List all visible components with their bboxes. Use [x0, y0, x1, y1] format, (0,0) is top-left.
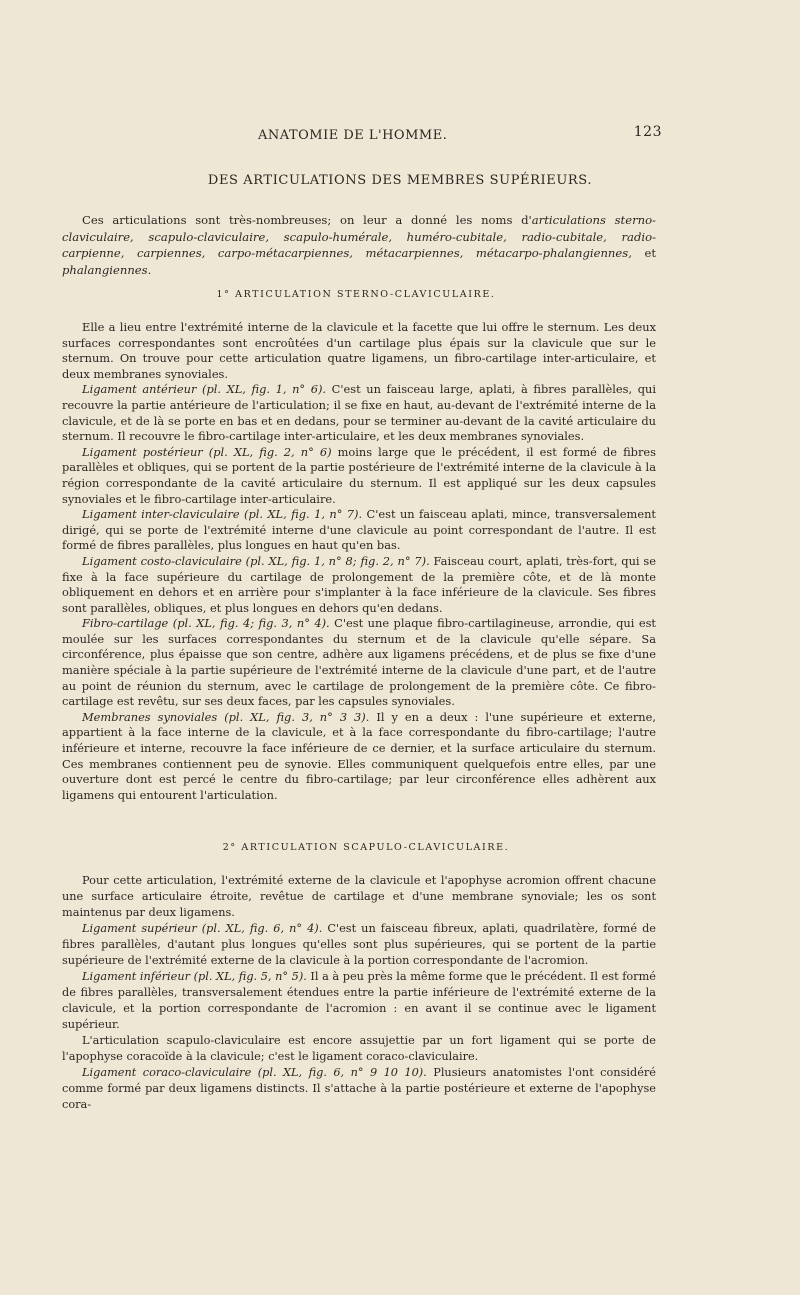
term: Ligament costo-claviculaire (pl. XL, fig. 1, n° 8; fig. 2, n° 7). [82, 553, 430, 568]
paragraph [62, 710, 656, 804]
paragraph [62, 382, 656, 444]
intro-last: phalangiennes. [62, 262, 152, 277]
chapter-title: DES ARTICULATIONS DES MEMBRES SUPÉRIEURS. [207, 173, 593, 188]
paragraph: L'articulation scapulo-claviculaire est encore assujettie par un fort ligament qui se porte de l'apophyse coracoïde à la clavicule; c'est le ligament coraco-claviculaire. [62, 1034, 656, 1063]
term: Fibro-cartilage (pl. XL, fig. 4; fig. 3, n° 4). [82, 616, 330, 631]
intro-and: et [631, 246, 656, 260]
running-title: ANATOMIE DE L'HOMME. [258, 128, 448, 143]
section2-body [62, 873, 656, 1113]
term: Ligament antérieur (pl. XL, fig. 1, n° 6). [82, 382, 327, 397]
paragraph-text: moins large que le précédent, il est formé de fibres parallèles et obliques, qui se portent de la partie postérieure de l'extrémité interne de la clavicule à la région correspondante de la cavité articulaire du sternum. Il est appliqué sur les deux capsules synoviales et le fibro-cartilage inter-articulaire. [62, 444, 656, 506]
page-number: 123 [633, 124, 662, 140]
paragraph-text: Plusieurs anatomistes l'ont considéré comme formé par deux ligamens distincts. Il s'attache à la partie postérieure et externe de l'apophyse cora- [62, 1066, 656, 1111]
paragraph: Pour cette articulation, l'extrémité externe de la clavicule et l'apophyse acromion offrent chacune une surface articulaire étroite, revêtue de cartilage et d'une membrane synoviale; les os sont maintenus par deux ligamens. [62, 874, 656, 919]
paragraph [62, 969, 656, 1033]
intro-text: Ces articulations sont très-nombreuses; on leur a donné les noms d' [82, 213, 532, 227]
intro-names: articulations sterno-claviculaire, scapulo-claviculaire, scapulo-humérale, huméro-cubitale, radio-cubitale, radio-carpienne, carpiennes, carpo-métacarpiennes, métacarpiennes, métacarpo-phalangiennes, [62, 213, 656, 260]
section1-body [62, 320, 656, 803]
section-heading-scapulo-claviculaire: 2° ARTICULATION SCAPULO-CLAVICULAIRE. [222, 842, 510, 853]
paragraph [62, 445, 656, 507]
paragraph-text: C'est un faisceau aplati, mince, transversalement dirigé, qui se porte de l'extrémité interne d'une clavicule au point correspondant de l'autre. Il est formé de fibres parallèles, plus longues en haut qu'en bas. [62, 507, 656, 553]
paragraph-text: C'est une plaque fibro-cartilagineuse, arrondie, qui est moulée sur les surfaces correspondantes du sternum et de la clavicule qu'elle sépare. Sa circonférence, plus épaisse que son centre, adhère aux ligamens précédens, et de plus se fixe d'une manière spéciale à la partie supérieure de l'extrémité interne de la clavicule d'une part, et de l'autre au point de réunion du sternum, avec le cartilage de prolongement de la première côte. Ce fibro-cartilage est revêtu, sur ses deux faces, par les capsules synoviales. [62, 616, 656, 709]
paragraph: Elle a lieu entre l'extrémité interne de la clavicule et la facette que lui offre le sternum. Les deux surfaces correspondantes sont encroûtées d'un cartilage plus épais sur la clavicule que sur le sternum. On trouve pour cette articulation quatre ligamens, un fibro-cartilage inter-articulaire, et deux membranes synoviales. [62, 320, 656, 381]
paragraph [62, 616, 656, 710]
term: Membranes synoviales (pl. XL, fig. 3, n° 3 3). [82, 709, 370, 724]
paragraph [62, 507, 656, 554]
term: Ligament supérieur (pl. XL, fig. 6, n° 4). [82, 922, 323, 935]
paragraph-text: Il a à peu près la même forme que le précédent. Il est formé de fibres parallèles, transversalement étendues entre la partie inférieure de l'extrémité externe de la clavicule, et la portion correspondante de l'acromion : en avant il se continue avec le ligament supérieur. [62, 970, 656, 1031]
term: Ligament postérieur (pl. XL, fig. 2, n° 6) [82, 444, 332, 459]
term: Ligament coraco-claviculaire (pl. XL, fig. 6, n° 9 10 10). [82, 1066, 427, 1079]
paragraph [62, 554, 656, 616]
paragraph [62, 1065, 656, 1113]
term: Ligament inter-claviculaire (pl. XL, fig. 1, n° 7). [82, 507, 363, 522]
paragraph-text: Il y en a deux : l'une supérieure et externe, appartient à la face interne de la clavicule, et à la face correspondante du fibro-cartilage; l'autre inférieure et interne, recouvre la face inférieure de ce dernier, et la surface articulaire du sternum. Ces membranes contiennent peu de synovie. Elles communiquent quelquefois entre elles, par une ouverture dont est percé le centre du fibro-cartilage; par leur circonférence elles adhèrent aux ligamens qui entourent l'articulation. [62, 709, 656, 802]
paragraph-text: Faisceau court, aplati, très-fort, qui se fixe à la face supérieure du cartilage de prolongement de la première côte, et de là monte obliquement en dehors et en arrière pour s'implanter à la face inférieure de la clavicule. Ses fibres sont parallèles, obliques, et plus longues en dehors qu'en dedans. [62, 553, 656, 615]
term: Ligament inférieur (pl. XL, fig. 5, n° 5). [82, 970, 307, 983]
section-heading-sterno-claviculaire: 1° ARTICULATION STERNO-CLAVICULAIRE. [216, 289, 496, 300]
intro-paragraph [62, 212, 656, 278]
paragraph [62, 921, 656, 969]
paragraph-text: C'est un faisceau fibreux, aplati, quadrilatère, formé de fibres parallèles, d'autant plus longues qu'elles sont plus supérieures, qui se portent de la partie supérieure de l'extrémité externe de la clavicule à la portion correspondante de l'acromion. [62, 922, 656, 967]
paragraph-text: C'est un faisceau large, aplati, à fibres parallèles, qui recouvre la partie antérieure de l'articulation; il se fixe en haut, au-devant de l'extrémité interne de la clavicule, et de là se porte en bas et en dedans, pour se terminer au-devant de la cavité articulaire du sternum. Il recouvre le fibro-cartilage inter-articulaire, et les deux membranes synoviales. [62, 382, 656, 444]
